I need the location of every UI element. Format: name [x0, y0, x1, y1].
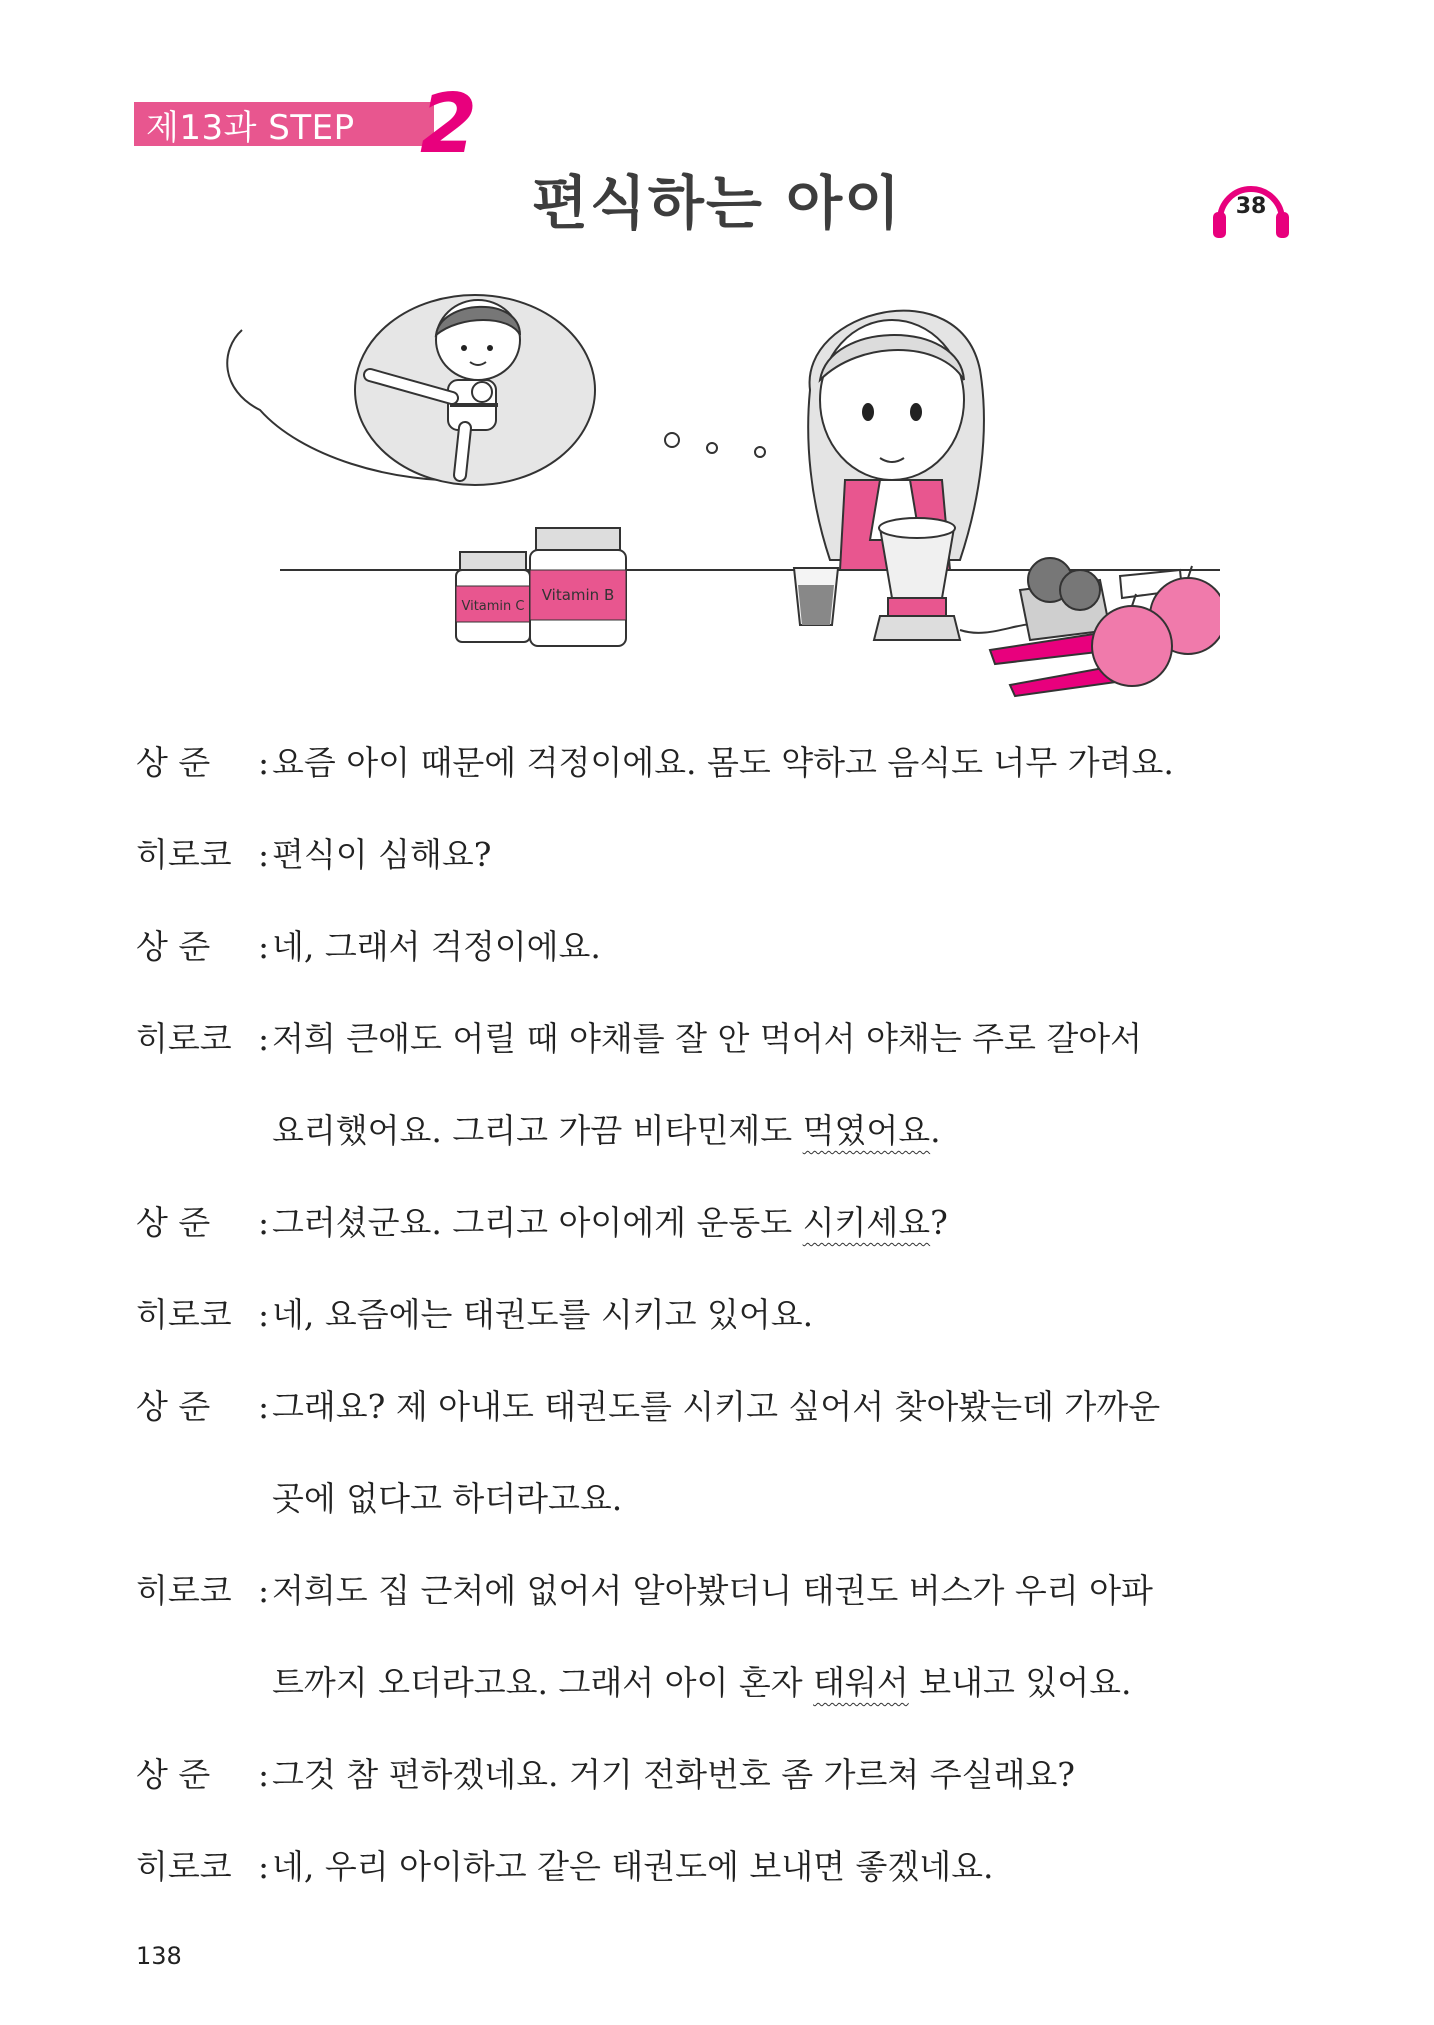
underlined-word: 시키세요 — [802, 1203, 931, 1242]
speaker: 히로코 — [136, 1847, 232, 1886]
speaker: 히로코 — [136, 835, 232, 874]
speaker: 히로코 — [136, 1295, 232, 1334]
illustration — [220, 280, 1220, 704]
underlined-word: 먹였어요 — [802, 1111, 931, 1150]
audio-track-badge — [1210, 174, 1292, 242]
line-text-pre: 요리했어요. 그리고 가끔 비타민제도 — [272, 1111, 803, 1150]
line-text — [272, 1660, 1132, 1706]
speaker: 히로코 — [136, 1571, 232, 1610]
line-text — [272, 1200, 948, 1246]
speaker: 상 준 — [136, 1755, 211, 1794]
line-text-pre: 트까지 오더라고요. 그래서 아이 혼자 — [272, 1663, 814, 1702]
line-text-pre: 그러셨군요. 그리고 아이에게 운동도 — [272, 1203, 803, 1242]
line-text: 곳에 없다고 하더라고요. — [272, 1479, 623, 1518]
speaker: 상 준 — [136, 1387, 211, 1426]
line-text-post: ? — [930, 1203, 948, 1242]
line-text: 저희 큰애도 어릴 때 야채를 잘 안 먹어서 야채는 주로 갈아서 — [272, 1019, 1142, 1058]
step-number: 2 — [420, 77, 478, 172]
lesson-tag — [134, 77, 478, 172]
lesson-bar — [134, 102, 434, 146]
line-text: 그것 참 편하겠네요. 거기 전화번호 좀 가르쳐 주실래요? — [272, 1755, 1075, 1794]
underlined-word: 태워서 — [813, 1663, 909, 1702]
speaker: 상 준 — [136, 743, 211, 782]
line-text-post: . — [930, 1111, 941, 1150]
colon: : — [258, 1019, 270, 1058]
line-text: 그래요? 제 아내도 태권도를 시키고 싶어서 찾아봤는데 가까운 — [272, 1387, 1161, 1426]
jar-small-label: Vitamin C — [461, 599, 525, 614]
colon: : — [258, 1847, 270, 1886]
colon: : — [258, 743, 270, 782]
page-number: 138 — [136, 1942, 182, 1970]
colon: : — [258, 1203, 270, 1242]
line-text: 네, 우리 아이하고 같은 태권도에 보내면 좋겠네요. — [272, 1847, 994, 1886]
vitamin-jars — [456, 528, 626, 646]
colon: : — [258, 927, 270, 966]
page-title: 편식하는 아이 — [531, 169, 903, 237]
vegetables-and-fruit — [990, 558, 1220, 696]
line-text — [272, 1108, 941, 1154]
speaker: 상 준 — [136, 1203, 211, 1242]
track-number: 38 — [1235, 194, 1267, 219]
line-text: 네, 그래서 걱정이에요. — [272, 927, 601, 966]
lesson-label: 제13과 STEP — [146, 108, 355, 148]
line-text: 네, 요즘에는 태권도를 시키고 있어요. — [272, 1295, 814, 1334]
colon: : — [258, 1755, 270, 1794]
colon: : — [258, 1387, 270, 1426]
speaker: 히로코 — [136, 1019, 232, 1058]
line-text: 요즘 아이 때문에 걱정이에요. 몸도 약하고 음식도 너무 가려요. — [272, 743, 1174, 782]
line-text: 편식이 심해요? — [272, 835, 492, 874]
line-text-post: 보내고 있어요. — [908, 1663, 1132, 1702]
line-text: 저희도 집 근처에 없어서 알아봤더니 태권도 버스가 우리 아파 — [272, 1571, 1153, 1610]
colon: : — [258, 835, 270, 874]
kitchen-scene-illustration — [220, 280, 1220, 700]
colon: : — [258, 1571, 270, 1610]
colon: : — [258, 1295, 270, 1334]
jar-large-label: Vitamin B — [541, 586, 615, 604]
speaker: 상 준 — [136, 927, 211, 966]
